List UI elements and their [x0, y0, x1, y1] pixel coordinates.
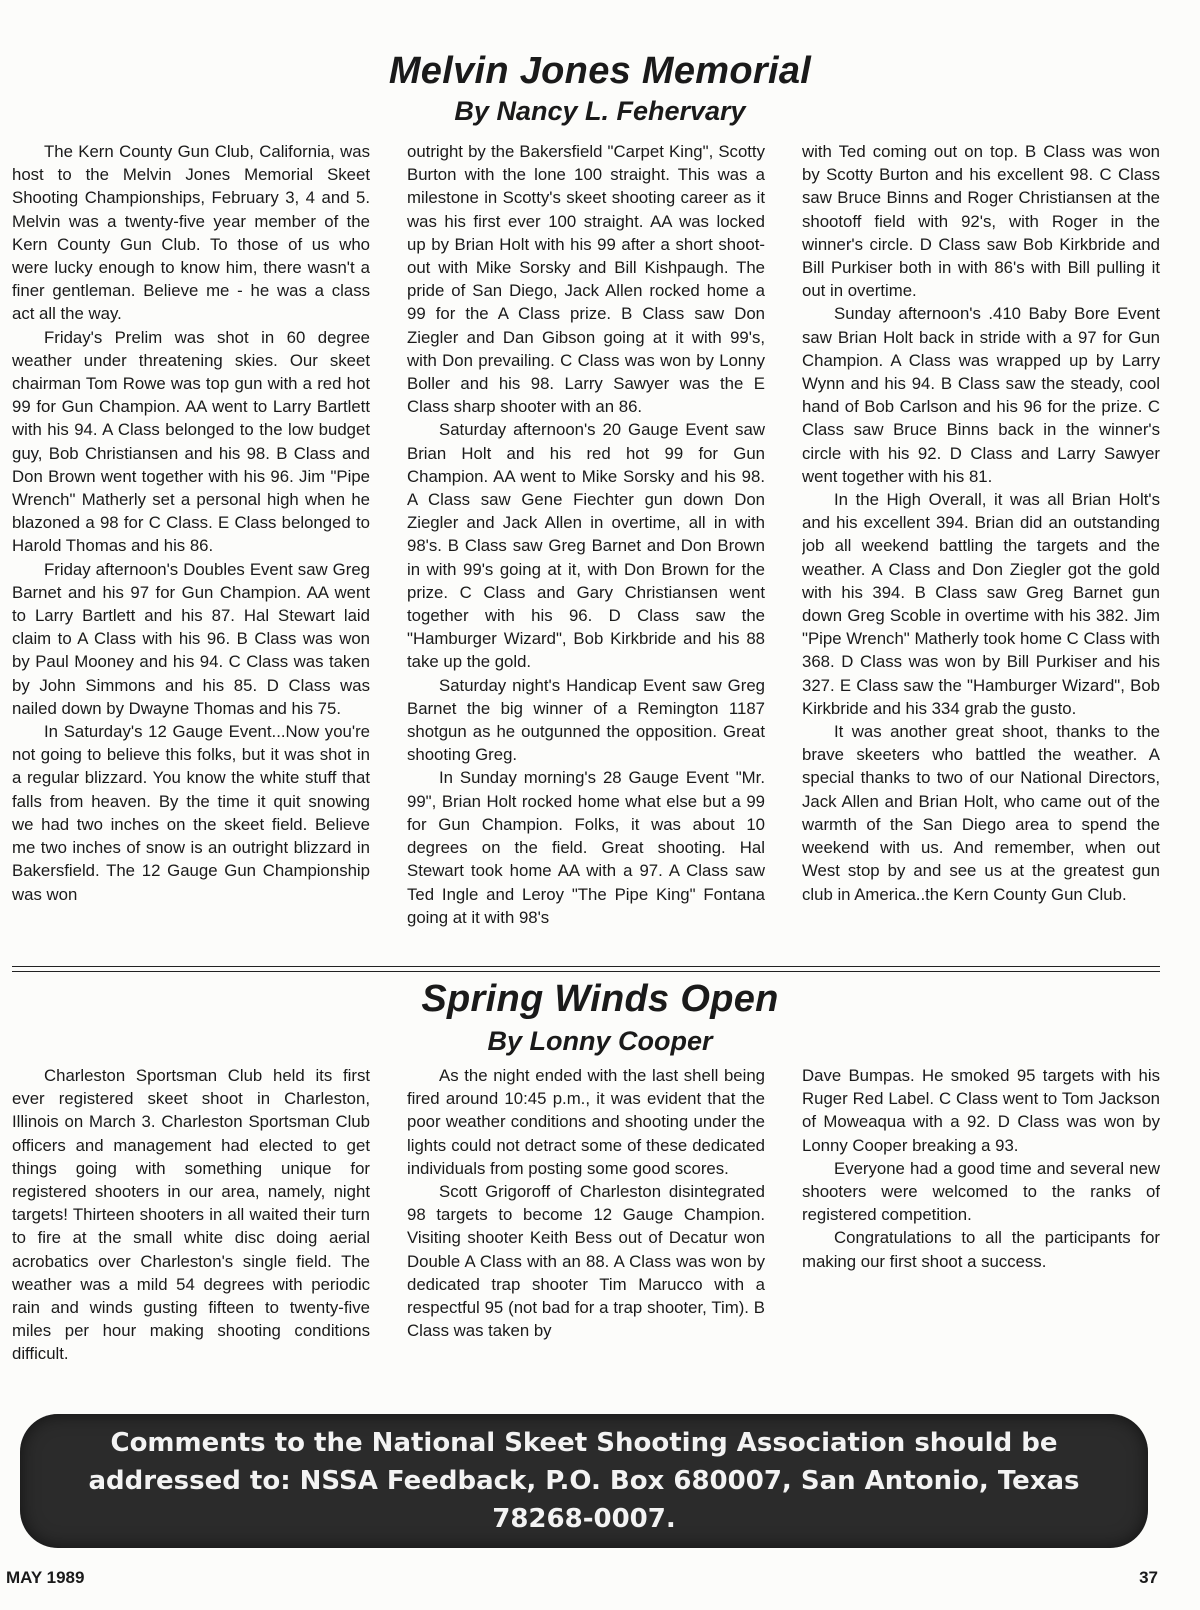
- feedback-banner: [20, 1414, 1148, 1548]
- paragraph: It was another great shoot, thanks to the brave skeeters who battled the weather. A special thanks to two of our National Directors, Jack Allen and Brian Holt, who came out of the warmth of the San Diego area to spend the weekend with us. And remember, when out West stop by and see us at the greatest gun club in America..the Kern County Gun Club.: [802, 722, 1160, 904]
- paragraph: Friday afternoon's Doubles Event saw Greg Barnet and his 97 for Gun Champion. AA went to Larry Bartlett and his 87. Hal Stewart laid claim to A Class with his 96. B Class was won by Paul Mooney and his 94. C Class was taken by John Simmons and his 85. D Class was nailed down by Dwayne Thomas and his 75.: [12, 559, 370, 718]
- paragraph: The Kern County Gun Club, California, was host to the Melvin Jones Memorial Skeet Shooting Championships, February 3, 4 and 5. Melvin was a twenty-five year member of the Kern County Gun Club. To those of us who were lucky enough to know him, there wasn't a finer gentleman. Believe me - he was a class act all the way.: [12, 142, 370, 324]
- paragraph: Everyone had a good time and several new shooters were welcomed to the ranks of registered competition.: [802, 1158, 1160, 1225]
- paragraph: Congratulations to all the participants for making our first shoot a success.: [802, 1228, 1160, 1271]
- paragraph: Sunday afternoon's .410 Baby Bore Event saw Brian Holt back in stride with a 97 for Gun Champion. A Class was wrapped up by Larry Wynn and his 94. B Class saw the steady, cool hand of Bob Carlson and his 96 for the prize. C Class saw Bruce Binns back in the winner's circle with his 92. D Class and Larry Sawyer went together with his 81.: [802, 304, 1160, 486]
- byline-nancy-fehervary: By Nancy L. Fehervary: [454, 96, 746, 126]
- paragraph: In Sunday morning's 28 Gauge Event "Mr. 99", Brian Holt rocked home what else but a 99 for Gun Champion. Folks, it was about 10 degrees on the field. Great shooting. Hal Stewart took home AA with a 97. A Class saw Ted Ingle and Leroy "The Pipe King" Fontana going at it with 98's: [407, 768, 765, 927]
- paragraph-continued: outright by the Bakersfield "Carpet King", Scotty Burton with the lone 100 straight. This was a milestone in Scotty's skeet shooting career as it was his first ever 100 straight. AA was locked up by Brian Holt with his 99 after a short shoot-out with Mike Sorsky and Bill Kishpaugh. The pride of San Diego, Jack Allen rocked home a 99 for the A Class prize. B Class saw Don Ziegler and Dan Gibson going at it with 99's, with Don prevailing. C Class was won by Lonny Boller and his 98. Larry Sawyer was the E Class sharp shooter with an 86.: [407, 142, 765, 417]
- paragraph: Saturday night's Handicap Event saw Greg Barnet the big winner of a Remington 1187 shotgun as he outgunned the opposition. Great shooting Greg.: [407, 675, 765, 765]
- page-number: 37: [1139, 1568, 1158, 1587]
- paragraph: Friday's Prelim was shot in 60 degree weather under threatening skies. Our skeet chairman Tom Rowe was top gun with a red hot 99 for Gun Champion. AA went to Larry Bartlett with his 94. A Class belonged to the low budget guy, Bob Christiansen and his 98. B Class and Don Brown went together with his 96. Jim "Pipe Wrench" Matherly set a personal high when he blazoned a 98 for C Class. E Class belonged to Harold Thomas and his 86.: [12, 327, 370, 556]
- article1-column-3: [802, 140, 1160, 960]
- paragraph: In the High Overall, it was all Brian Holt's and his excellent 394. Brian did an outstanding job all weekend battling the targets and the weather. A Class and Don Ziegler got the gold with his 394. B Class saw Greg Barnet gun down Greg Scoble in overtime with his 382. Jim "Pipe Wrench" Matherly took home C Class with 368. D Class was won by Bill Purkiser and his 327. E Class saw the "Hamburger Wizard", Bob Kirkbride and his 334 grab the gusto.: [802, 490, 1160, 718]
- paragraph: In Saturday's 12 Gauge Event...Now you're not going to believe this folks, but it was shot in a regular blizzard. You know the white stuff that falls from heaven. By the time it quit snowing we had two inches on the skeet field. Believe me two inches of snow is an outright blizzard in Bakersfield. The 12 Gauge Gun Championship was won: [12, 722, 370, 904]
- article2-columns: [12, 1064, 1160, 1384]
- article1-column-1: [12, 140, 370, 960]
- paragraph: Scott Grigoroff of Charleston disintegrated 98 targets to become 12 Gauge Champion. Visiting shooter Keith Bess out of Decatur won Double A Class with an 88. A Class was won by dedicated trap shooter Tim Marucco with a respectful 95 (not bad for a trap shooter, Tim). B Class was taken by: [407, 1182, 765, 1341]
- article1-columns: [12, 140, 1160, 960]
- paragraph: Saturday afternoon's 20 Gauge Event saw Brian Holt and his red hot 99 for Gun Champion. AA went to Mike Sorsky and his 98. A Class saw Gene Fiechter gun down Don Ziegler and Jack Allen in overtime, all in with 98's. B Class saw Greg Barnet and Don Brown in with 99's going at it, with Don Brown for the prize. C Class and Gary Christiansen went together with his 96. D Class saw the "Hamburger Wizard", Bob Kirkbride and his 88 take up the gold.: [407, 420, 765, 672]
- section-divider: [12, 966, 1160, 972]
- article1-column-2: [407, 140, 765, 960]
- article-title-melvin-jones: Melvin Jones Memorial: [388, 50, 812, 92]
- paragraph: As the night ended with the last shell being fired around 10:45 p.m., it was evident that the poor weather conditions and shooting under the lights could not detract some of these dedicated individuals from posting some good scores.: [407, 1066, 765, 1178]
- paragraph-continued: Dave Bumpas. He smoked 95 targets with his Ruger Red Label. C Class went to Tom Jackson of Moweaqua with a 92. D Class was won by Lonny Cooper breaking a 93.: [802, 1066, 1160, 1155]
- article2-column-1: [12, 1064, 370, 1384]
- article2-column-3: [802, 1064, 1160, 1384]
- article-title-spring-winds: Spring Winds Open: [421, 978, 779, 1020]
- paragraph-continued: with Ted coming out on top. B Class was won by Scotty Burton and his excellent 98. C Class saw Bruce Binns and Roger Christiansen at the shootoff field with 92's, with Roger in the winner's circle. D Class saw Bob Kirkbride and Bill Purkiser both in with 86's with Bill pulling it out in overtime.: [802, 142, 1160, 301]
- feedback-banner-text: Comments to the National Skeet Shooting Association should be addressed to: NSSA Feedback, P.O. Box 680007, San Antonio, Texas 78268-0007.: [88, 1428, 1080, 1534]
- byline-lonny-cooper: By Lonny Cooper: [487, 1026, 713, 1056]
- article2-column-2: [407, 1064, 765, 1384]
- paragraph: Charleston Sportsman Club held its first ever registered skeet shoot in Charleston, Illinois on March 3. Charleston Sportsman Club officers and management had elected to get things going with something unique for registered shooters in our area, namely, night targets! Thirteen shooters in all waited their turn to fire at the small white disc doing aerial acrobatics over Charleston's single field. The weather was a mild 54 degrees with periodic rain and winds gusting fifteen to twenty-five miles per hour making shooting conditions difficult.: [12, 1066, 370, 1364]
- issue-date: MAY 1989: [6, 1568, 85, 1587]
